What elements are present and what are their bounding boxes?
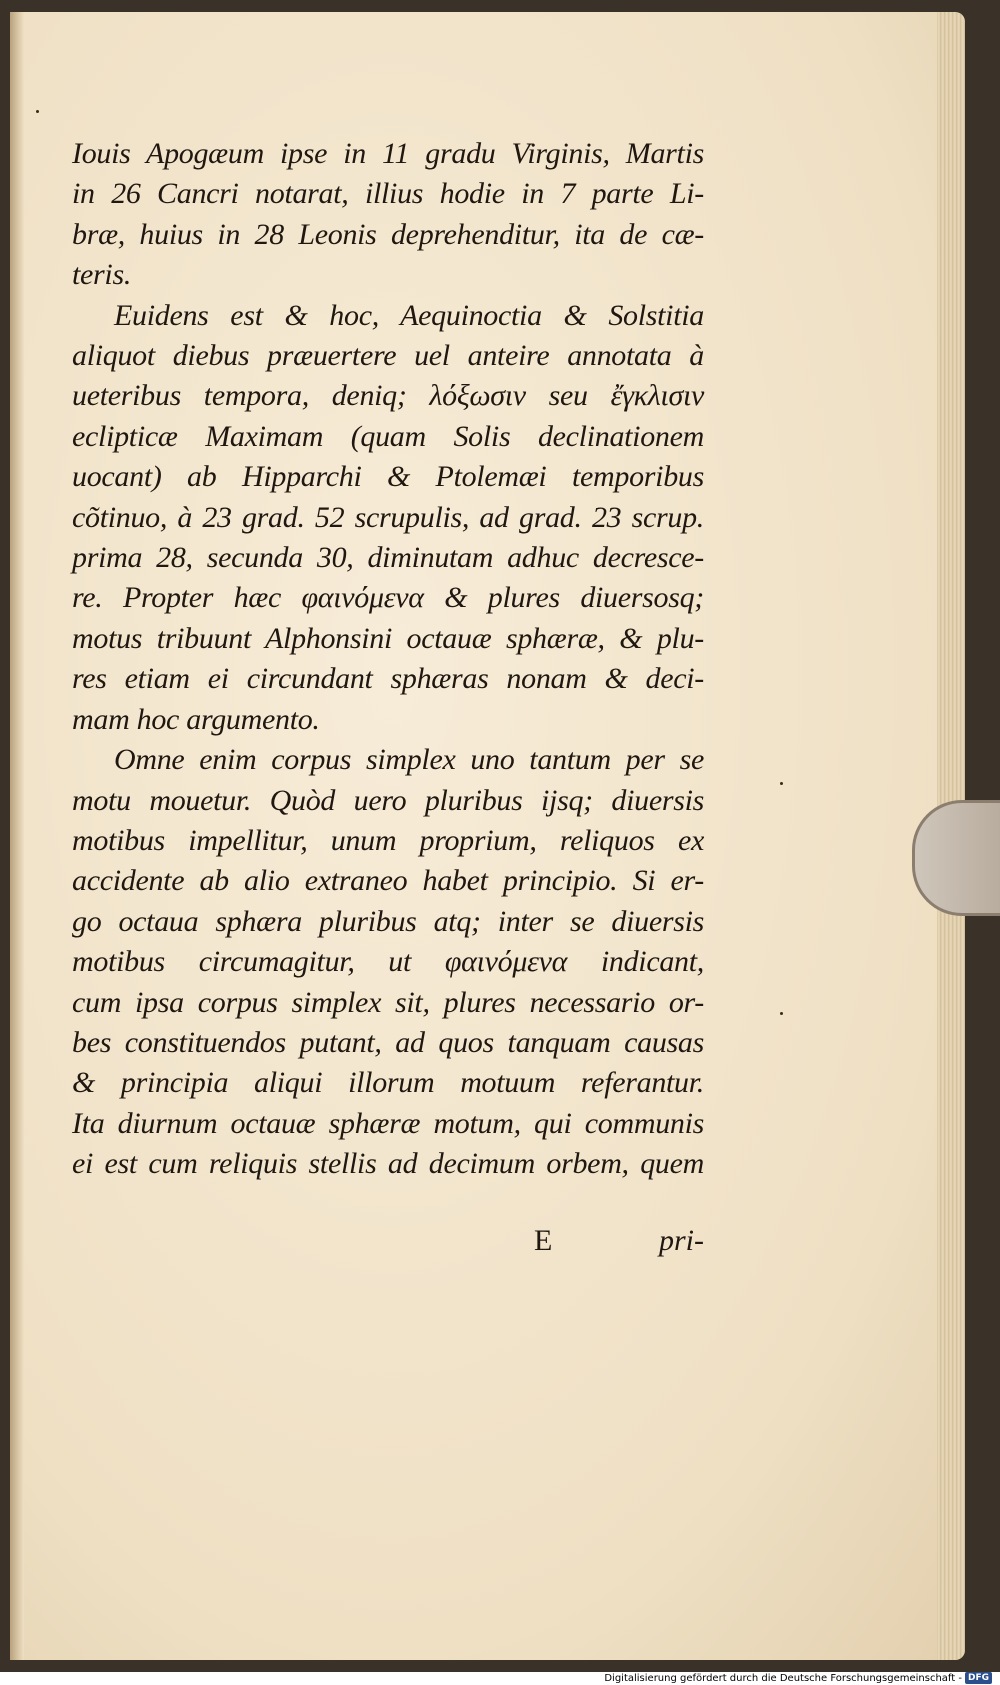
signature-mark: E [534, 1224, 553, 1257]
text-line: cum ipsa corpus simplex sit, plures necessario or- [72, 985, 704, 1019]
text-line: Euidens est & hoc, Aequinoctia & Solstitia [114, 298, 704, 332]
ink-speck [780, 782, 783, 785]
catchword: pri- [659, 1224, 704, 1257]
text-line: bræ, huius in 28 Leonis deprehenditur, ita de cæ- [72, 217, 704, 251]
text-line: motu mouetur. Quòd uero pluribus ijsq; diuersis [72, 783, 704, 817]
text-line: re. Propter hæc φαινόμενα & plures diuersosq; [72, 581, 704, 615]
text-line: uocant) ab Hipparchi & Ptolemæi temporibus [72, 460, 704, 494]
book-clasp [912, 800, 1000, 916]
ink-speck [780, 1012, 783, 1015]
dfg-logo: DFG [965, 1672, 992, 1684]
text-line: teris. [72, 258, 132, 292]
text-line: Iouis Apogæum ipse in 11 gradu Virginis, Martis [72, 137, 704, 170]
text-line: mam hoc argumento. [72, 702, 320, 736]
text-line: in 26 Cancri notarat, illius hodie in 7 parte Li- [72, 177, 704, 211]
text-line: eclipticæ Maximam (quam Solis declinationem [72, 419, 704, 453]
credit-text: Digitalisierung gefördert durch die Deutsche Forschungsgemeinschaft - [604, 1672, 962, 1684]
text-line: motibus impellitur, unum proprium, reliquos ex [72, 823, 704, 857]
ink-speck [36, 110, 39, 113]
page-footer [72, 1224, 704, 1264]
text-line: prima 28, secunda 30, diminutam adhuc decresce- [72, 541, 704, 575]
digitization-credit [604, 1672, 992, 1684]
text-line: res etiam ei circundant sphæras nonam & deci- [72, 662, 704, 696]
text-line: bes constituendos putant, ad quos tanquam causas [72, 1025, 704, 1059]
text-line: motus tribuunt Alphonsini octauæ sphæræ, & plu- [72, 621, 704, 655]
page-gutter-shadow [10, 12, 24, 1660]
text-line: motibus circumagitur, ut φαινόμενα indicant, [72, 945, 704, 979]
text-line: & principia aliqui illorum motuum referantur. [72, 1066, 704, 1100]
text-line: cõtinuo, à 23 grad. 52 scrupulis, ad grad. 23 scrup. [72, 500, 704, 534]
text-line: aliquot diebus præuertere uel anteire annotata à [72, 339, 704, 373]
body-text [72, 134, 704, 1185]
text-line: ueteribus tempora, deniq; λόξωσιν seu ἔγκλισιν [72, 379, 704, 413]
text-line: Omne enim corpus simplex uno tantum per se [114, 743, 704, 777]
text-line: Ita diurnum octauæ sphæræ motum, qui communis [72, 1106, 704, 1140]
text-line: accidente ab alio extraneo habet principio. Si er- [72, 864, 704, 898]
text-line: ei est cum reliquis stellis ad decimum orbem, quem [72, 1147, 704, 1181]
book-page [10, 12, 965, 1660]
text-line: go octaua sphæra pluribus atq; inter se diuersis [72, 904, 704, 938]
